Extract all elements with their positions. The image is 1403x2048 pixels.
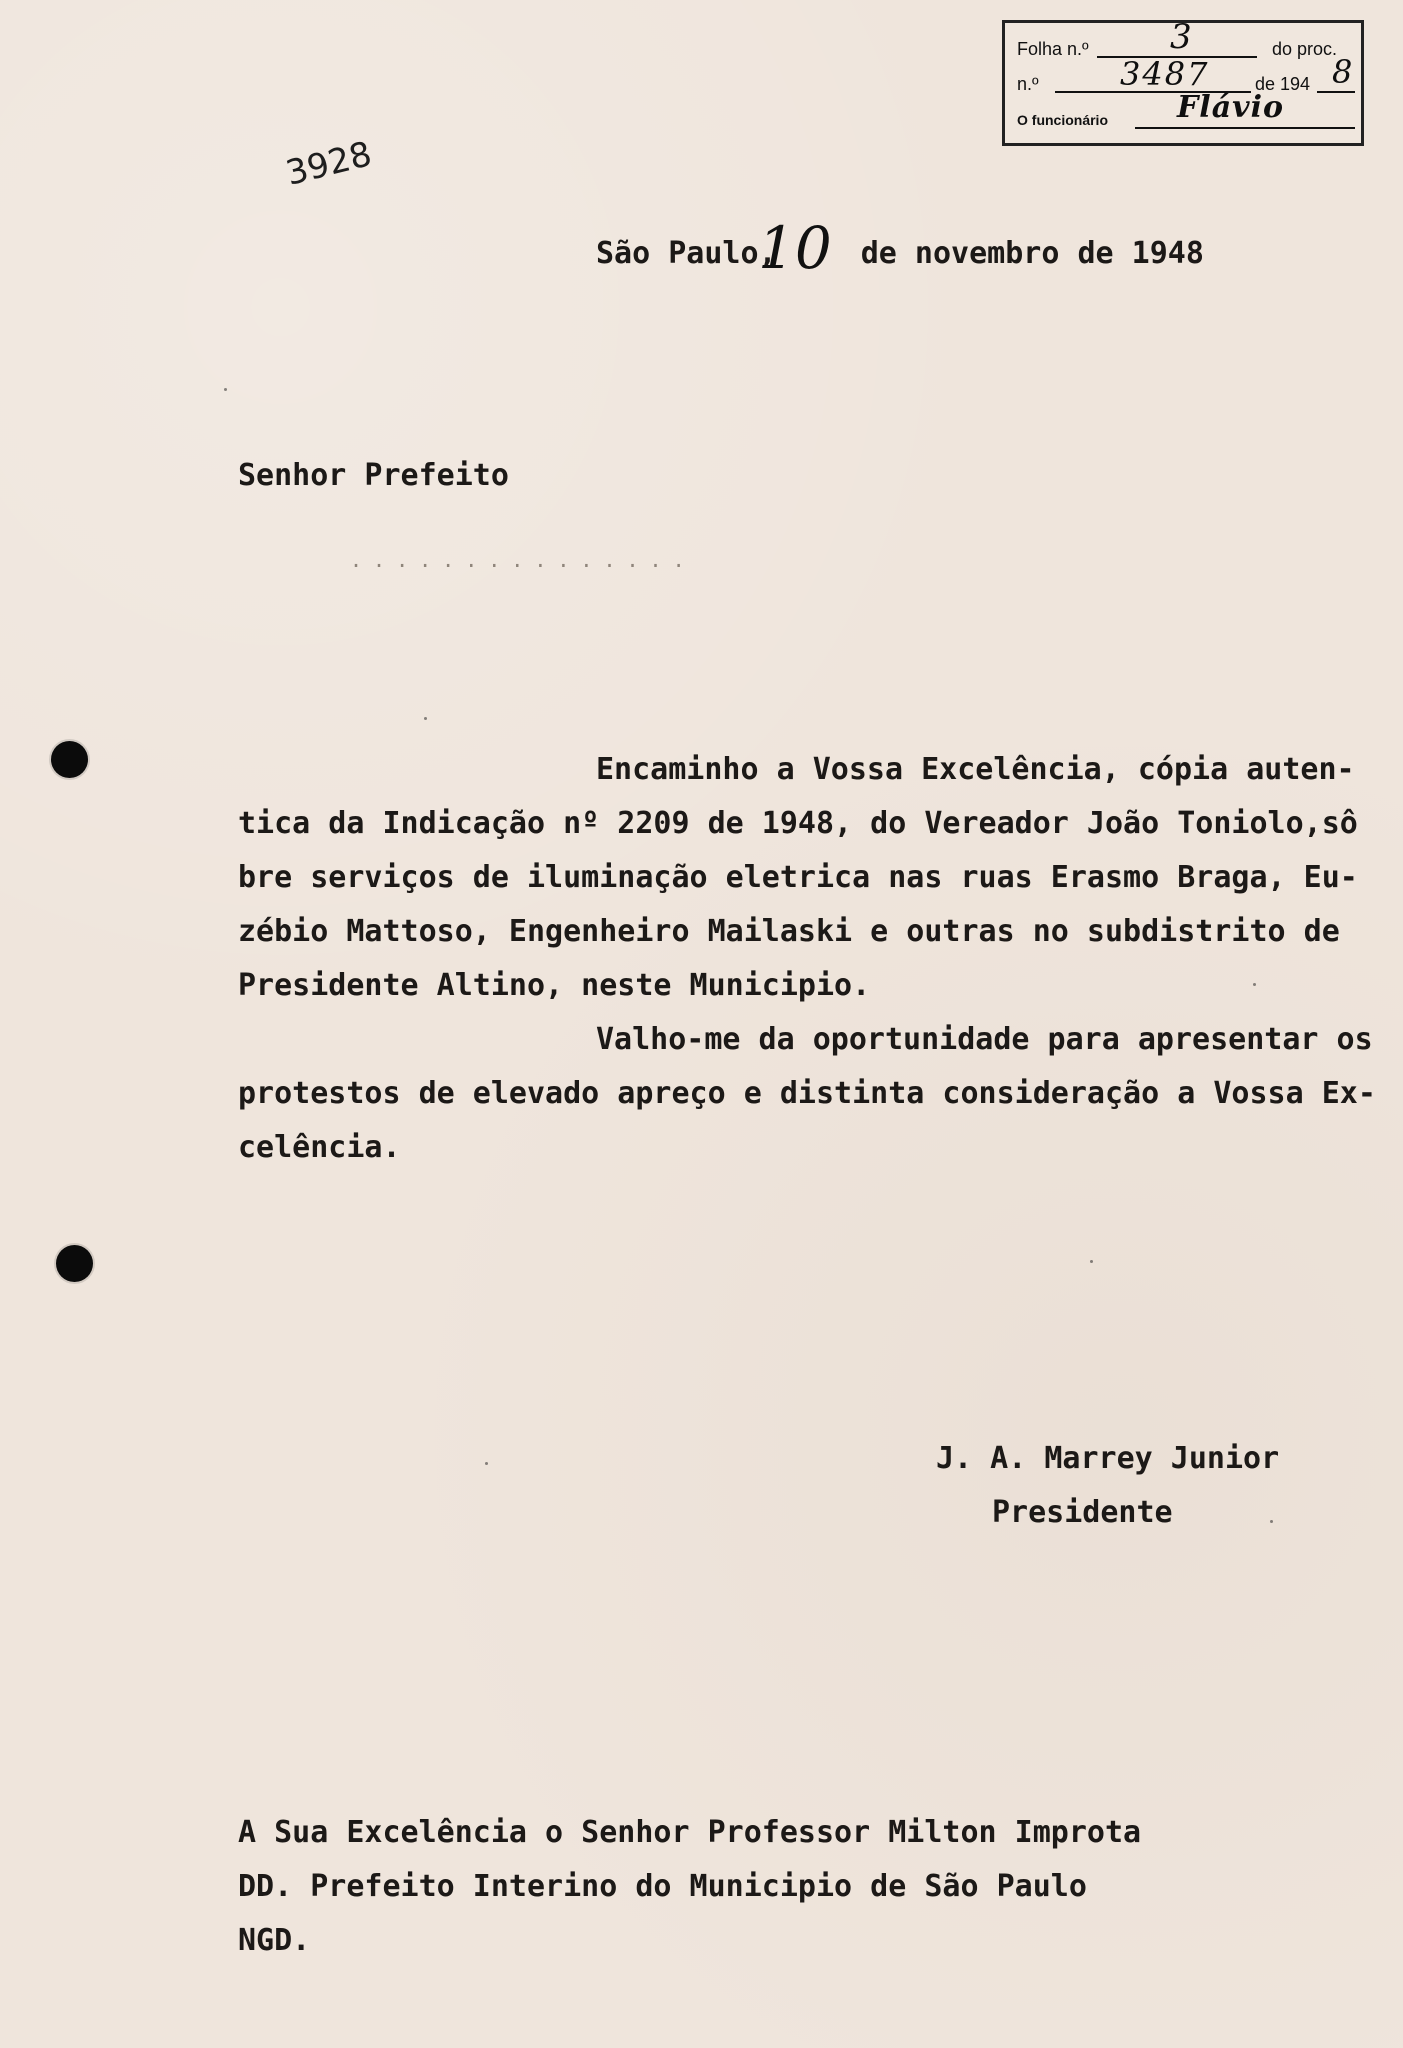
placeholder-dots: ...............	[350, 548, 696, 572]
stamp-number-value: 3487	[1120, 55, 1210, 93]
paper-speck	[424, 717, 427, 720]
binder-hole-bottom	[56, 1245, 93, 1282]
stamp-year-value: 8	[1332, 53, 1355, 91]
date-line	[596, 236, 1204, 271]
stamp-year-label: de 194	[1255, 74, 1311, 94]
date-month-year: de novembro de 1948	[860, 236, 1204, 271]
stamp-folha-label: Folha n.º	[1017, 39, 1089, 59]
body-line-6: Valho-me da oportunidade para apresentar os	[596, 1022, 1373, 1057]
addressee-line-1: A Sua Excelência o Senhor Professor Milton Improta	[238, 1815, 1142, 1850]
body-line-1: Encaminho a Vossa Excelência, cópia auten-	[596, 752, 1355, 787]
body-line-8: celência.	[238, 1130, 401, 1165]
body-line-2: tica da Indicação nº 2209 de 1948, do Vereador João Toniolo,sô	[238, 806, 1358, 841]
handwritten-day: 10	[758, 214, 832, 282]
salutation: Senhor Prefeito	[238, 458, 509, 493]
paper-speck	[1090, 1260, 1093, 1263]
signature-name: J. A. Marrey Junior	[936, 1441, 1280, 1476]
stamp-employee-label: O funcionário	[1017, 112, 1108, 128]
paper-speck	[1253, 983, 1256, 986]
stamp-employee-signature: Flávio	[1177, 90, 1284, 125]
stamp-number-label: n.º	[1017, 74, 1039, 94]
registration-stamp	[1002, 17, 1364, 146]
body-line-3: bre serviços de iluminação eletrica nas ruas Erasmo Braga, Eu-	[238, 860, 1358, 895]
addressee-line-3: NGD.	[238, 1923, 311, 1958]
stamp-employee-row	[1017, 90, 1349, 134]
date-place: São Paulo,	[596, 236, 777, 271]
body-line-7: protestos de elevado apreço e distinta consideração a Vossa Ex-	[238, 1076, 1376, 1111]
paper-speck	[1270, 1520, 1273, 1523]
handwritten-reference-number: 3928	[282, 134, 376, 194]
stamp-proc-label: do proc.	[1272, 39, 1338, 59]
stamp-year-line	[1317, 91, 1355, 93]
body-line-5: Presidente Altino, neste Municipio.	[238, 968, 871, 1003]
signature-title: Presidente	[992, 1495, 1173, 1530]
binder-hole-top	[51, 741, 88, 778]
addressee-line-2: DD. Prefeito Interino do Municipio de São Paulo	[238, 1869, 1087, 1904]
paper-speck	[485, 1462, 488, 1465]
stamp-employee-line	[1135, 127, 1355, 129]
body-line-4: zébio Mattoso, Engenheiro Mailaski e outras no subdistrito de	[238, 914, 1340, 949]
paper-speck	[224, 388, 227, 391]
stamp-folha-value: 3	[1170, 17, 1194, 57]
